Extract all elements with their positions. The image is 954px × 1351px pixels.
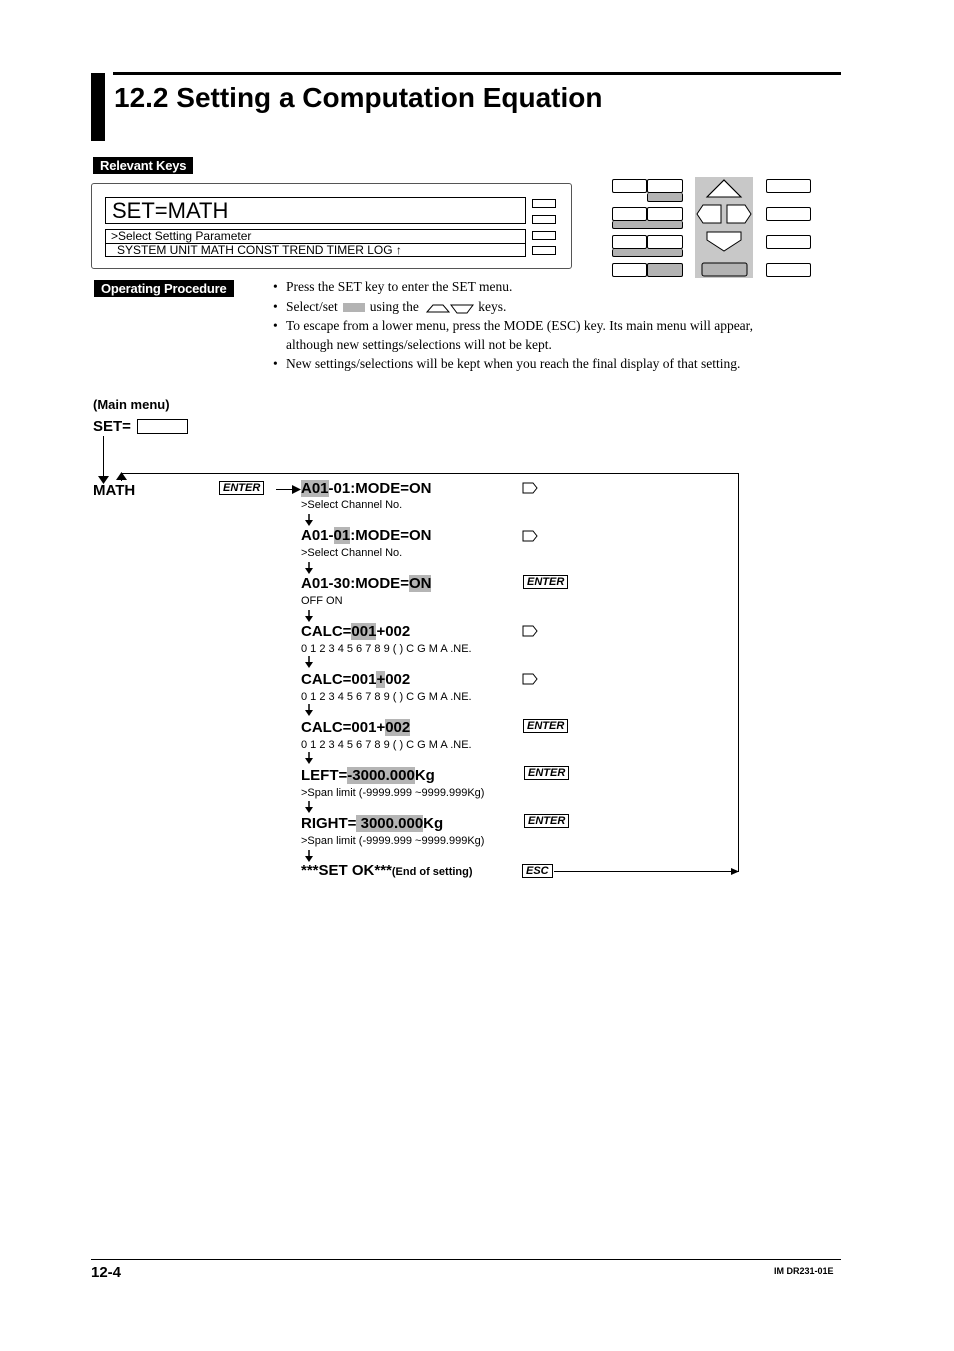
arrow-right-head [731,868,739,875]
step-7-sub: >Span limit (-9999.999 ~9999.999Kg) [301,787,485,799]
panel-key-r1 [766,179,811,193]
panel-key-3a [612,235,647,249]
instruction-3-cont: although new settings/selections will not be kept. [286,337,552,352]
page-title: 12.2 Setting a Computation Equation [114,82,603,113]
flow-line-return-bottom [554,871,732,872]
instruction-1: • Press the SET key to enter the SET menu. [273,279,513,294]
instruction-4: • New settings/selections will be kept when you reach the final display of that setting. [273,356,741,371]
page-number: 12-4 [91,1264,122,1281]
step-3-display: A01-30:MODE=ON [301,575,432,592]
down-arrow-icon [303,850,315,862]
step-8-sub: >Span limit (-9999.999 ~9999.999Kg) [301,835,485,847]
panel-key-set [647,263,683,277]
arrow-up-head [116,472,127,480]
down-arrow-icon [303,656,315,668]
panel-key-2b [647,207,683,221]
flow-line-return-right [738,473,739,872]
step-2-sub: >Select Channel No. [301,547,403,559]
step-8-display: RIGHT= 3000.000Kg [301,815,444,832]
step-1-sub: >Select Channel No. [301,499,403,511]
footer-rule [91,1259,841,1260]
panel-key-r4 [766,263,811,277]
up-down-keys-icon [425,301,475,315]
panel-key-2a [612,207,647,221]
lcd-line1: SET=MATH [105,197,526,224]
lcd-line3: SYSTEM UNIT MATH CONST TREND TIMER LOG ↑ [105,243,526,257]
panel-key-4a [612,263,647,277]
enter-key-tag: ENTER [219,481,264,495]
soft-key-2 [532,215,556,224]
set-value-box [137,419,188,434]
soft-key-1 [532,199,556,208]
down-arrow-icon [303,801,315,813]
enter-key-tag: ENTER [523,719,568,733]
step-6-display: CALC=001+002 [301,719,411,736]
set-prefix: SET= [93,418,131,435]
step-3-sub: OFF ON [301,595,343,607]
right-key-icon [522,530,538,542]
title-rule [113,72,841,75]
enter-key-tag: ENTER [524,766,569,780]
down-arrow-icon [303,514,315,526]
operating-procedure-label: Operating Procedure [94,280,234,297]
step-7-display: LEFT=-3000.000Kg [301,767,435,784]
main-menu-label: (Main menu) [93,397,170,412]
down-arrow-icon [303,752,315,764]
instruction-2: • Select/set using the keys. [273,299,507,314]
step-4-display: CALC=001+002 [301,623,411,640]
right-key-icon [522,482,538,494]
document-id: IM DR231-01E [774,1266,834,1276]
step-5-sub: 0 1 2 3 4 5 6 7 8 9 ( ) C G M A .NE. [301,691,472,703]
enter-key-tag: ENTER [524,814,569,828]
panel-key-r2 [766,207,811,221]
panel-key-1b-shade [647,193,683,202]
panel-key-1a [612,179,647,193]
panel-key-3b [647,235,683,249]
title-bar [91,73,105,141]
soft-key-3 [532,231,556,240]
step-6-sub: 0 1 2 3 4 5 6 7 8 9 ( ) C G M A .NE. [301,739,472,751]
flow-line-main-down [103,436,104,478]
set-ok-display: ***SET OK***(End of setting) [301,862,473,879]
esc-key-tag: ESC [522,864,553,878]
step-5-display: CALC=001+002 [301,671,411,688]
down-arrow-icon [303,562,315,574]
flow-line-return-top [121,473,738,474]
gray-highlight-sample [343,303,365,312]
arrow-right-head [292,485,301,494]
panel-key-1b [647,179,683,193]
soft-key-4 [532,246,556,255]
lcd-line2: >Select Setting Parameter [105,229,526,243]
step-4-sub: 0 1 2 3 4 5 6 7 8 9 ( ) C G M A .NE. [301,643,472,655]
step-1-display: A01-01:MODE=ON [301,480,432,497]
down-arrow-icon [303,704,315,716]
instruction-3: • To escape from a lower menu, press the MODE (ESC) key. Its main menu will appear, [273,318,754,333]
right-key-icon [522,625,538,637]
arrow-keys-icon [695,177,753,278]
step-2-display: A01-01:MODE=ON [301,527,432,544]
math-label: MATH [93,482,136,499]
down-arrow-icon [303,610,315,622]
enter-key-tag: ENTER [523,575,568,589]
panel-key-r3 [766,235,811,249]
panel-key-2-shade [612,221,683,229]
panel-key-3-shade [612,249,683,257]
right-key-icon [522,673,538,685]
relevant-keys-label: Relevant Keys [93,157,193,174]
